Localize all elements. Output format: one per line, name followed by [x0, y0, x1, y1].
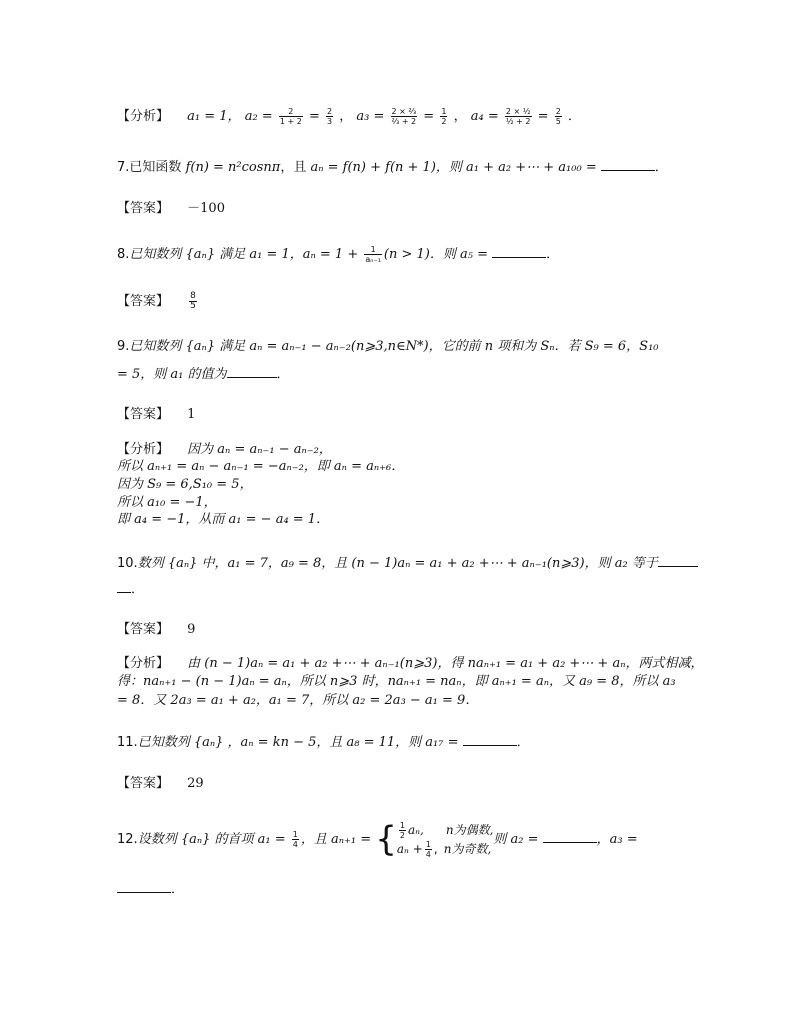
- case2-expr: aₙ +: [396, 841, 423, 856]
- q8-answer-den: 5: [190, 301, 196, 311]
- q6-analysis-line: 【分析】 a₁ = 1， a₂ = $\frac{2}{1 + 2}$ = $\frac{2}{3}$ ， a₃ = $\frac{\text{2 × ⅔}}{\text{⅔ + 2}}$ = $\frac{1}{2}$ ， a₄ = $\frac{\text{2 × ½}}{\text{½ + 2}}$ = $\frac{2}{5}$ ．: [117, 107, 581, 126]
- fraction: $\frac{1}{2}$: [441, 107, 447, 126]
- q11-answer: 29: [187, 776, 204, 791]
- q12-text: 设数列 {aₙ} 的首项 a₁ =: [137, 832, 286, 847]
- q7-mid: ，且: [280, 160, 307, 175]
- answer-label: 【答案】: [117, 622, 170, 637]
- q10-analysis-line3: [117, 692, 478, 710]
- answer-label: 【答案】: [117, 294, 170, 309]
- case1-expr: aₙ,: [408, 822, 424, 837]
- q10-number: 10.: [117, 556, 138, 571]
- q9-analysis-line2: [117, 458, 404, 476]
- fraction: $\frac{1}{\text{aₙ₋₁}}$: [365, 245, 381, 264]
- q9-answer: 1: [187, 407, 196, 422]
- q7-answer-line: [117, 200, 225, 218]
- q12-mid: ，且 aₙ₊₁ =: [300, 832, 372, 847]
- answer-blank-a2[interactable]: [543, 830, 597, 843]
- q7-func: f(n) = n²cosnπ: [185, 160, 281, 175]
- q10-analysis-1: 由 (n − 1)aₙ = a₁ + a₂ +⋯ + aₙ₋₁(n⩾3)，得 naₙ₊₁ = a₁ + a₂ +⋯ + aₙ，两式相减，: [187, 656, 704, 671]
- answer-label: 【答案】: [117, 407, 170, 422]
- q9-analysis-5: 即 a₄ = −1，从而 a₁ = − a₄ = 1．: [117, 512, 330, 527]
- q9-question-line2: = 5，则 a₁ 的值为 ．: [117, 367, 290, 382]
- q10-analysis-2: 得：naₙ₊₁ − (n − 1)aₙ = aₙ，所以 n⩾3 时，naₙ₊₁ = naₙ，即 aₙ₊₁ = aₙ，又 a₉ = 8，所以 a₃: [117, 674, 676, 689]
- q8-answer-fraction: [189, 292, 197, 311]
- q9-analysis-3: 因为 S₉ = 6,S₁₀ = 5，: [117, 477, 253, 492]
- q9-answer-line: [117, 406, 195, 424]
- q12-number: 12.: [117, 832, 138, 847]
- q8-number: 8.: [117, 247, 130, 262]
- q8-cond: (n > 1)．则 a₅ =: [383, 247, 488, 262]
- q10-question-line2: ．: [117, 580, 144, 599]
- piecewise-cases: [397, 821, 493, 859]
- q9-analysis-4: 所以 a₁₀ = −1，: [117, 495, 217, 510]
- answer-blank[interactable]: [492, 245, 546, 258]
- q11-question: 11.已知数列 {aₙ} ，aₙ = kn − 5，且 a₈ = 11，则 a₁₇ = ．: [117, 735, 530, 750]
- q10-question-line1: [117, 554, 698, 573]
- fraction: $\frac{1}{2}$: [399, 820, 405, 840]
- q10-analysis-line2: [117, 673, 676, 691]
- q10-answer-line: [117, 621, 195, 639]
- case1-cond: n为偶数,: [445, 822, 494, 837]
- case-2: aₙ + $\frac{1}{4}$ , n为奇数,: [396, 839, 492, 859]
- q9-number: 9.: [117, 339, 130, 354]
- q7-question: 7.已知函数 f(n) = n²cosnπ，且 aₙ = f(n) + f(n + 1)，则 a₁ + a₂ +⋯ + a₁₀₀ = ．: [117, 160, 668, 175]
- q8-text: 已知数列 {aₙ} 满足 a₁ = 1，aₙ = 1 +: [129, 247, 359, 262]
- answer-blank-a3[interactable]: [117, 880, 171, 893]
- q9-text2: = 5，则 a₁ 的值为: [117, 367, 227, 382]
- q9-analysis-line5: [117, 511, 329, 529]
- q11-number: 11.: [117, 735, 138, 750]
- q9-analysis-line4: [117, 494, 217, 512]
- q12-ask: 则 a₂ =: [493, 832, 539, 847]
- answer-blank-continued[interactable]: [117, 580, 131, 593]
- q9-analysis-line1: [117, 441, 332, 459]
- fraction: $\frac{\text{2 × ⅔}}{\text{⅔ + 2}}$: [391, 107, 417, 126]
- q9-analysis-1: 因为 aₙ = aₙ₋₁ − aₙ₋₂，: [187, 442, 332, 457]
- answer-label: 【答案】: [117, 776, 170, 791]
- fraction: $\frac{1}{4}$: [292, 830, 298, 849]
- q9-text1: 已知数列 {aₙ} 满足 aₙ = aₙ₋₁ − aₙ₋₂(n⩾3,n∈N*)，它的前 n 项和为 Sₙ．若 S₉ = 6，S₁₀: [129, 339, 659, 354]
- answer-blank[interactable]: [601, 158, 655, 171]
- q8-answer-line: [117, 292, 199, 311]
- q7-relation: aₙ = f(n) + f(n + 1): [310, 160, 436, 175]
- fraction: $\frac{1}{4}$: [425, 839, 431, 859]
- answer-label: 【答案】: [117, 201, 170, 216]
- analysis-label: 【分析】: [117, 442, 170, 457]
- q8-question: 8.已知数列 {aₙ} 满足 a₁ = 1，aₙ = 1 + $\frac{1}{\text{aₙ₋₁}}$ (n > 1)．则 a₅ = ．: [117, 245, 560, 264]
- q11-text: 已知数列 {aₙ} ，aₙ = kn − 5，且 a₈ = 11，则 a₁₇ =: [137, 735, 459, 750]
- answer-blank[interactable]: [463, 733, 517, 746]
- case2-cond: n为奇数,: [443, 841, 492, 856]
- q7-number: 7.: [117, 160, 130, 175]
- fraction: $\frac{\text{2 × ½}}{\text{½ + 2}}$: [505, 107, 531, 126]
- q7-text: 已知函数: [129, 160, 182, 175]
- fraction: $\frac{2}{3}$: [326, 107, 333, 126]
- case-1: [397, 821, 493, 840]
- analysis-label: 【分析】: [117, 109, 170, 124]
- fraction: $\frac{2}{5}$: [555, 107, 561, 126]
- left-brace: {: [375, 819, 397, 860]
- q8-answer-num: 8: [190, 291, 196, 301]
- q6-a2: a₂ =: [244, 109, 273, 124]
- q11-answer-line: [117, 775, 204, 793]
- analysis-label: 【分析】: [117, 656, 170, 671]
- q12-question: [117, 820, 638, 860]
- q10-analysis-3: = 8．又 2a₃ = a₁ + a₂，a₁ = 7，所以 a₂ = 2a₃ − a₁ = 9．: [117, 693, 479, 708]
- q10-analysis-line1: [117, 655, 703, 673]
- answer-blank[interactable]: [227, 365, 277, 378]
- q6-a1: a₁ = 1，: [187, 109, 241, 124]
- fraction: $\frac{2}{1 + 2}$: [279, 107, 302, 126]
- q9-question-line1: [117, 338, 659, 356]
- q7-answer: －100: [187, 201, 225, 216]
- q7-ask: ，则 a₁ + a₂ +⋯ + a₁₀₀ =: [435, 160, 597, 175]
- q12-ask2: ，a₃ =: [596, 832, 638, 847]
- answer-blank[interactable]: [658, 554, 698, 567]
- q6-a4: a₄ =: [470, 109, 499, 124]
- q10-text: 数列 {aₙ} 中，a₁ = 7，a₉ = 8，且 (n − 1)aₙ = a₁ + a₂ +⋯ + aₙ₋₁(n⩾3)，则 a₂ 等于: [137, 556, 658, 571]
- q9-analysis-line3: [117, 476, 253, 494]
- q6-a3: a₃ =: [356, 109, 385, 124]
- q12-question-line2: ．: [117, 880, 184, 899]
- q10-answer: 9: [187, 622, 196, 637]
- q9-analysis-2: 所以 aₙ₊₁ = aₙ − aₙ₋₁ = −aₙ₋₂，即 aₙ = aₙ₊₆．: [117, 459, 405, 474]
